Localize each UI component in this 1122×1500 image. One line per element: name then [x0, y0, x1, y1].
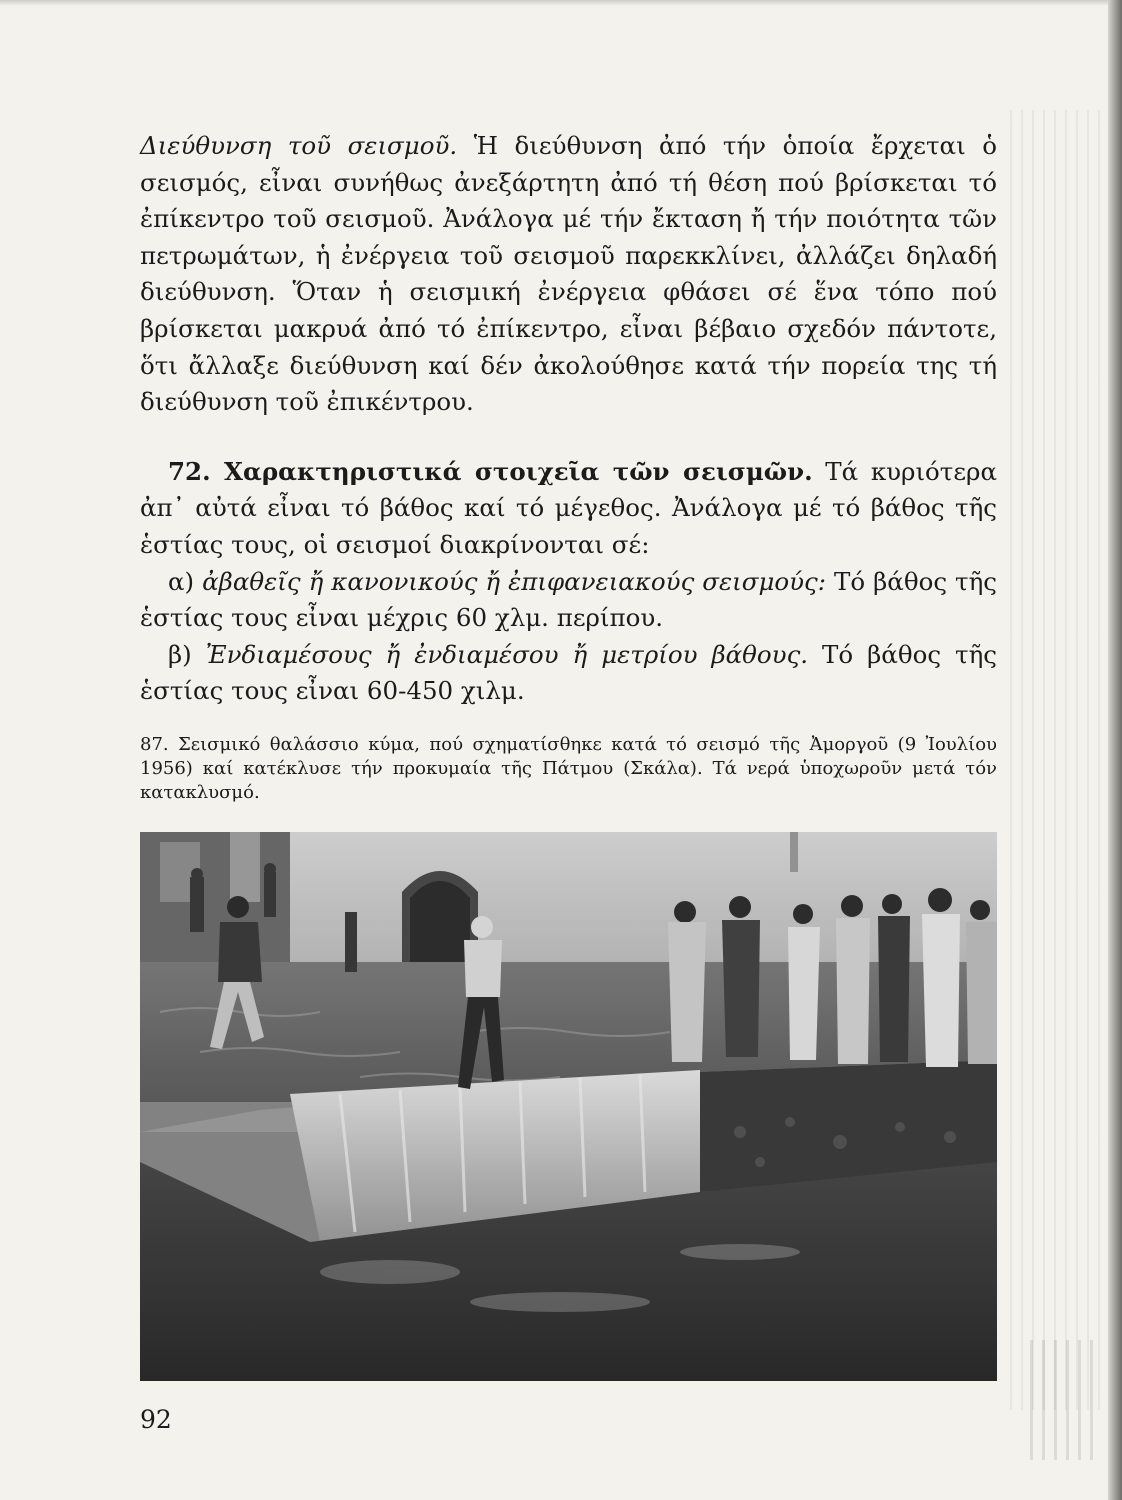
paragraph-text: Ἡ διεύθυνση ἀπό τήν ὁποία ἔρχεται ὁ σεισμός, εἶναι συνήθως ἀνεξάρτητη ἀπό τή θέση πού βρίσκεται τό ἐπίκεντρο τοῦ σεισμοῦ. Ἀνάλογα μέ τήν ἔκταση ἤ τήν ποιότητα τῶν πετρωμάτων, ἡ ἐνέργεια τοῦ σεισμοῦ παρεκκλίνει, ἀλλάζει δηλαδή διεύθυνση. Ὅταν ἡ σεισμική ἐνέργεια φθάσει σέ ἕνα τόπο πού βρίσκεται μακρυά ἀπό τό ἐπίκεντρο, εἶναι βέβαιο σχεδόν πάντοτε, ὅτι ἄλλαξε διεύθυνση καί δέν ἀκολούθησε κατά τήν πορεία της τή διεύθυνση τοῦ ἐπικέντρου.	[140, 131, 997, 417]
show-through-text	[1010, 110, 1106, 1410]
list-marker: β)	[168, 639, 206, 669]
paragraph-section-72	[140, 454, 997, 564]
paragraph-text: Τά κυριότερα ἀπ᾿ αὐτά εἶναι τό βάθος καί τό μέγεθος. Ἀνάλογα μέ τό βάθος τῆς ἑστίας τους, οἱ σεισμοί διακρίνονται σέ:	[140, 456, 997, 559]
italic-title: Διεύθυνση τοῦ σεισμοῦ.	[140, 131, 458, 160]
tsunami-photograph	[140, 832, 997, 1381]
list-item-term: ἀβαθεῖς ἤ κανονικούς ἤ ἐπιφανειακούς σεισμούς:	[202, 566, 827, 596]
show-through-text-lower	[1030, 1340, 1100, 1460]
body-text	[140, 128, 997, 710]
section-heading: 72. Χαρακτηριστικά στοιχεῖα τῶν σεισμῶν.	[168, 456, 813, 486]
photo-illustration	[140, 832, 997, 1381]
page-number: 92	[140, 1405, 172, 1434]
list-item-beta	[140, 637, 997, 710]
list-item-text: Τό βάθος τῆς ἑστίας τους εἶναι 60-450 χιλμ.	[140, 639, 997, 706]
section-gap	[140, 421, 997, 454]
paragraph-earthquake-direction	[140, 128, 997, 421]
list-item-text: Τό βάθος τῆς ἑστίας τους εἶναι μέχρις 60 χλμ. περίπου.	[140, 566, 997, 633]
figure-caption: 87. Σεισμικό θαλάσσιο κύμα, πού σχηματίσθηκε κατά τό σεισμό τῆς Ἀμοργοῦ (9 Ἰουλίου 1956) καί κατέκλυσε τήν προκυμαία τῆς Πάτμου (Σκάλα). Τά νερά ὑποχωροῦν μετά τόν κατακλυσμό.	[140, 734, 997, 803]
list-marker: α)	[168, 566, 203, 596]
list-item-term: Ἐνδιαμέσους ἤ ἐνδιαμέσου ἤ μετρίου βάθους.	[205, 639, 809, 669]
photo-grain	[140, 832, 997, 1381]
scan-edge-right	[1108, 0, 1122, 1500]
scan-edge-top	[0, 0, 1122, 6]
list-item-alpha	[140, 564, 997, 637]
